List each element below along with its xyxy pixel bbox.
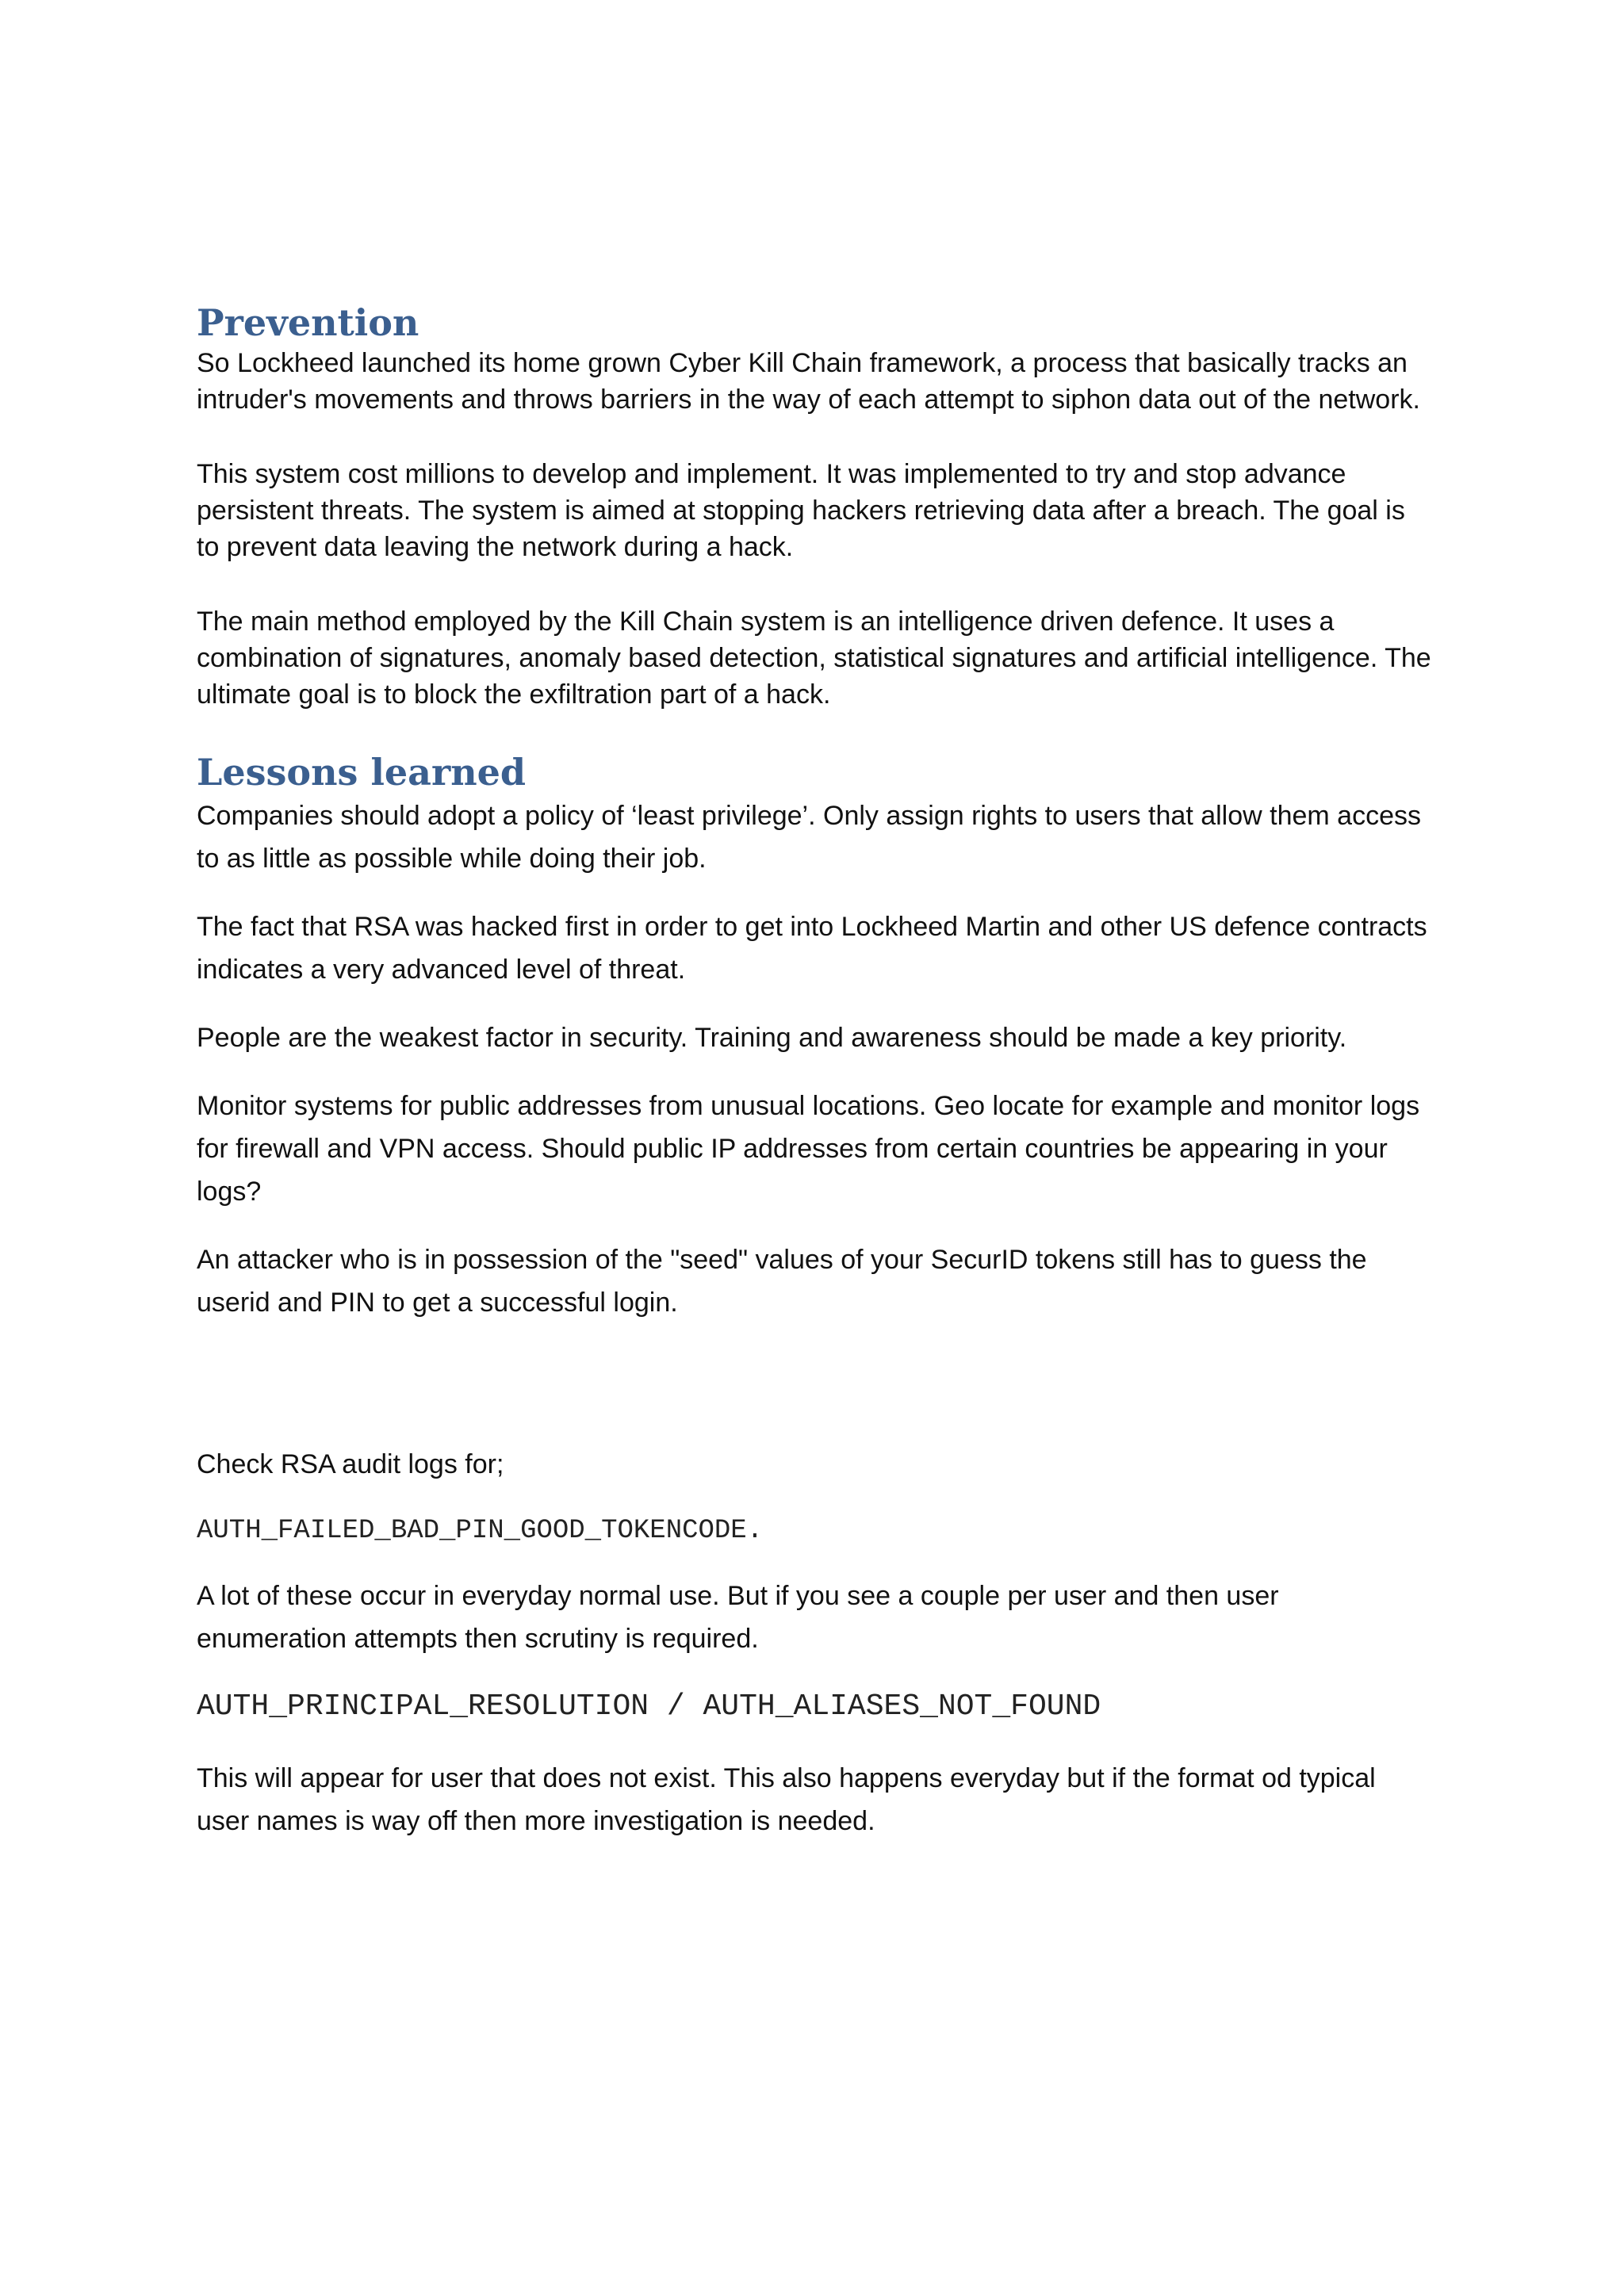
prevention-paragraph-2: This system cost millions to develop and implement. It was implemented to try and stop advance persistent threats. The system is aimed at stopping hackers retrieving data after a breach. The goal is to prevent data leaving the network during a hack. <box>197 459 1405 563</box>
lessons-paragraph-5: An attacker who is in possession of the "seed" values of your SecurID tokens still has to guess the userid and PIN to get a successful login. <box>197 1245 1367 1318</box>
audit-log-intro: Check RSA audit logs for; <box>197 1449 504 1480</box>
lessons-paragraph-2: The fact that RSA was hacked first in order to get into Lockheed Martin and other US defence contracts indicates a very advanced level of threat. <box>197 912 1427 985</box>
audit-code-principal-resolution-note: This will appear for user that does not exist. This also happens everyday but if the format od typical user names is way off then more investigation is needed. <box>197 1763 1376 1837</box>
lessons-paragraph-1: Companies should adopt a policy of ‘least privilege’. Only assign rights to users that allow them access to as little as possible while doing their job. <box>197 801 1421 874</box>
audit-code-bad-pin: AUTH_FAILED_BAD_PIN_GOOD_TOKENCODE. <box>197 1516 764 1547</box>
prevention-paragraph-3: The main method employed by the Kill Chain system is an intelligence driven defence. It uses a combination of signatures, anomaly based detection, statistical signatures and artificial intelligence. The ultimate goal is to block the exfiltration part of a hack. <box>197 607 1431 710</box>
lessons-paragraph-3: People are the weakest factor in security. Training and awareness should be made a key priority. <box>197 1023 1347 1054</box>
prevention-paragraph-1: So Lockheed launched its home grown Cyber Kill Chain framework, a process that basically tracks an intruder's movements and throws barriers in the way of each attempt to siphon data out of the network. <box>197 348 1420 415</box>
section-spacer <box>197 1349 1434 1443</box>
heading-lessons-learned: Lessons learned <box>197 751 527 794</box>
audit-code-principal-resolution: AUTH_PRINCIPAL_RESOLUTION / AUTH_ALIASES_NOT_FOUND <box>197 1689 1101 1724</box>
document-content <box>197 301 1434 1868</box>
heading-prevention: Prevention <box>197 301 419 344</box>
lessons-paragraph-4: Monitor systems for public addresses from unusual locations. Geo locate for example and monitor logs for firewall and VPN access. Should public IP addresses from certain countries be appearing in your logs? <box>197 1091 1420 1207</box>
audit-code-bad-pin-note: A lot of these occur in everyday normal use. But if you see a couple per user and then user enumeration attempts then scrutiny is required. <box>197 1581 1279 1655</box>
